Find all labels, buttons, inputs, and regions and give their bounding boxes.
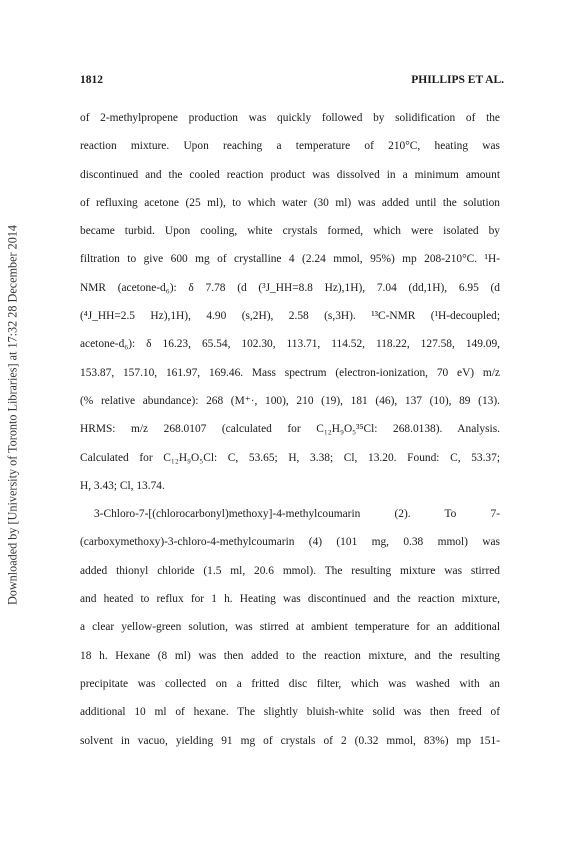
- text-line: (% relative abundance): 268 (M⁺·, 100), 210 (19), 181 (46), 137 (10), 89 (13).: [80, 394, 500, 407]
- text-line: 18 h. Hexane (8 ml) was then added to the reaction mixture, and the resulting: [80, 649, 500, 662]
- text-line: of 2-methylpropene production was quickly followed by solidification of the: [80, 112, 500, 124]
- text-line: (⁴J_HH=2.5 Hz),1H), 4.90 (s,2H), 2.58 (s,3H). ¹³C-NMR (¹H-decoupled;: [80, 310, 500, 323]
- text-line: added thionyl chloride (1.5 ml, 20.6 mmol). The resulting mixture was stirred: [80, 564, 500, 577]
- text-line: filtration to give 600 mg of crystalline 4 (2.24 mmol, 95%) mp 208-210°C. ¹H-: [80, 253, 500, 266]
- page-number: 1812: [80, 74, 103, 86]
- text-line: acetone-d₆): δ 16.23, 65.54, 102.30, 113.71, 114.52, 118.22, 127.58, 149.09,: [80, 338, 500, 351]
- text-line: (carboxymethoxy)-3-chloro-4-methylcoumarin (4) (101 mg, 0.38 mmol) was: [80, 536, 500, 549]
- download-note-text: Downloaded by [University of Toronto Libraries] at 17:32 28 December 2014: [5, 224, 20, 606]
- text-line: Calculated for C₁₂H₉O₅Cl: C, 53.65; H, 3.38; Cl, 13.20. Found: C, 53.37;: [80, 451, 500, 464]
- text-line: and heated to reflux for 1 h. Heating was discontinued and the reaction mixture,: [80, 593, 500, 606]
- text-line: HRMS: m/z 268.0107 (calculated for C₁₂H₉O₅³⁵Cl: 268.0138). Analysis.: [80, 423, 500, 436]
- text-line: 153.87, 157.10, 161.97, 169.46. Mass spectrum (electron-ionization, 70 eV) m/z: [80, 366, 500, 379]
- text-line: NMR (acetone-d₆): δ 7.78 (d (³J_HH=8.8 Hz),1H), 7.04 (dd,1H), 6.95 (d: [80, 281, 500, 294]
- text-line: solvent in vacuo, yielding 91 mg of crystals of 2 (0.32 mmol, 83%) mp 151-: [80, 734, 500, 747]
- body-text: [80, 104, 500, 755]
- download-watermark: [2, 155, 24, 675]
- text-line: discontinued and the cooled reaction product was dissolved in a minimum amount: [80, 168, 500, 181]
- text-line: became turbid. Upon cooling, white crystals formed, which were isolated by: [80, 225, 500, 238]
- section-heading-line: 3-Chloro-7-[(chlorocarbonyl)methoxy]-4-methylcoumarin (2). To 7-: [94, 508, 500, 521]
- page-header: [80, 74, 504, 90]
- text-line: a clear yellow-green solution, was stirred at ambient temperature for an additional: [80, 621, 500, 634]
- text-line: precipitate was collected on a fritted disc filter, which was washed with an: [80, 677, 500, 690]
- text-line: H, 3.43; Cl, 13.74.: [80, 479, 165, 492]
- text-line: additional 10 ml of hexane. The slightly bluish-white solid was then freed of: [80, 706, 500, 719]
- text-line: reaction mixture. Upon reaching a temperature of 210°C, heating was: [80, 140, 500, 153]
- running-head: PHILLIPS ET AL.: [411, 74, 504, 86]
- text-line: of refluxing acetone (25 ml), to which water (30 ml) was added until the solution: [80, 196, 500, 209]
